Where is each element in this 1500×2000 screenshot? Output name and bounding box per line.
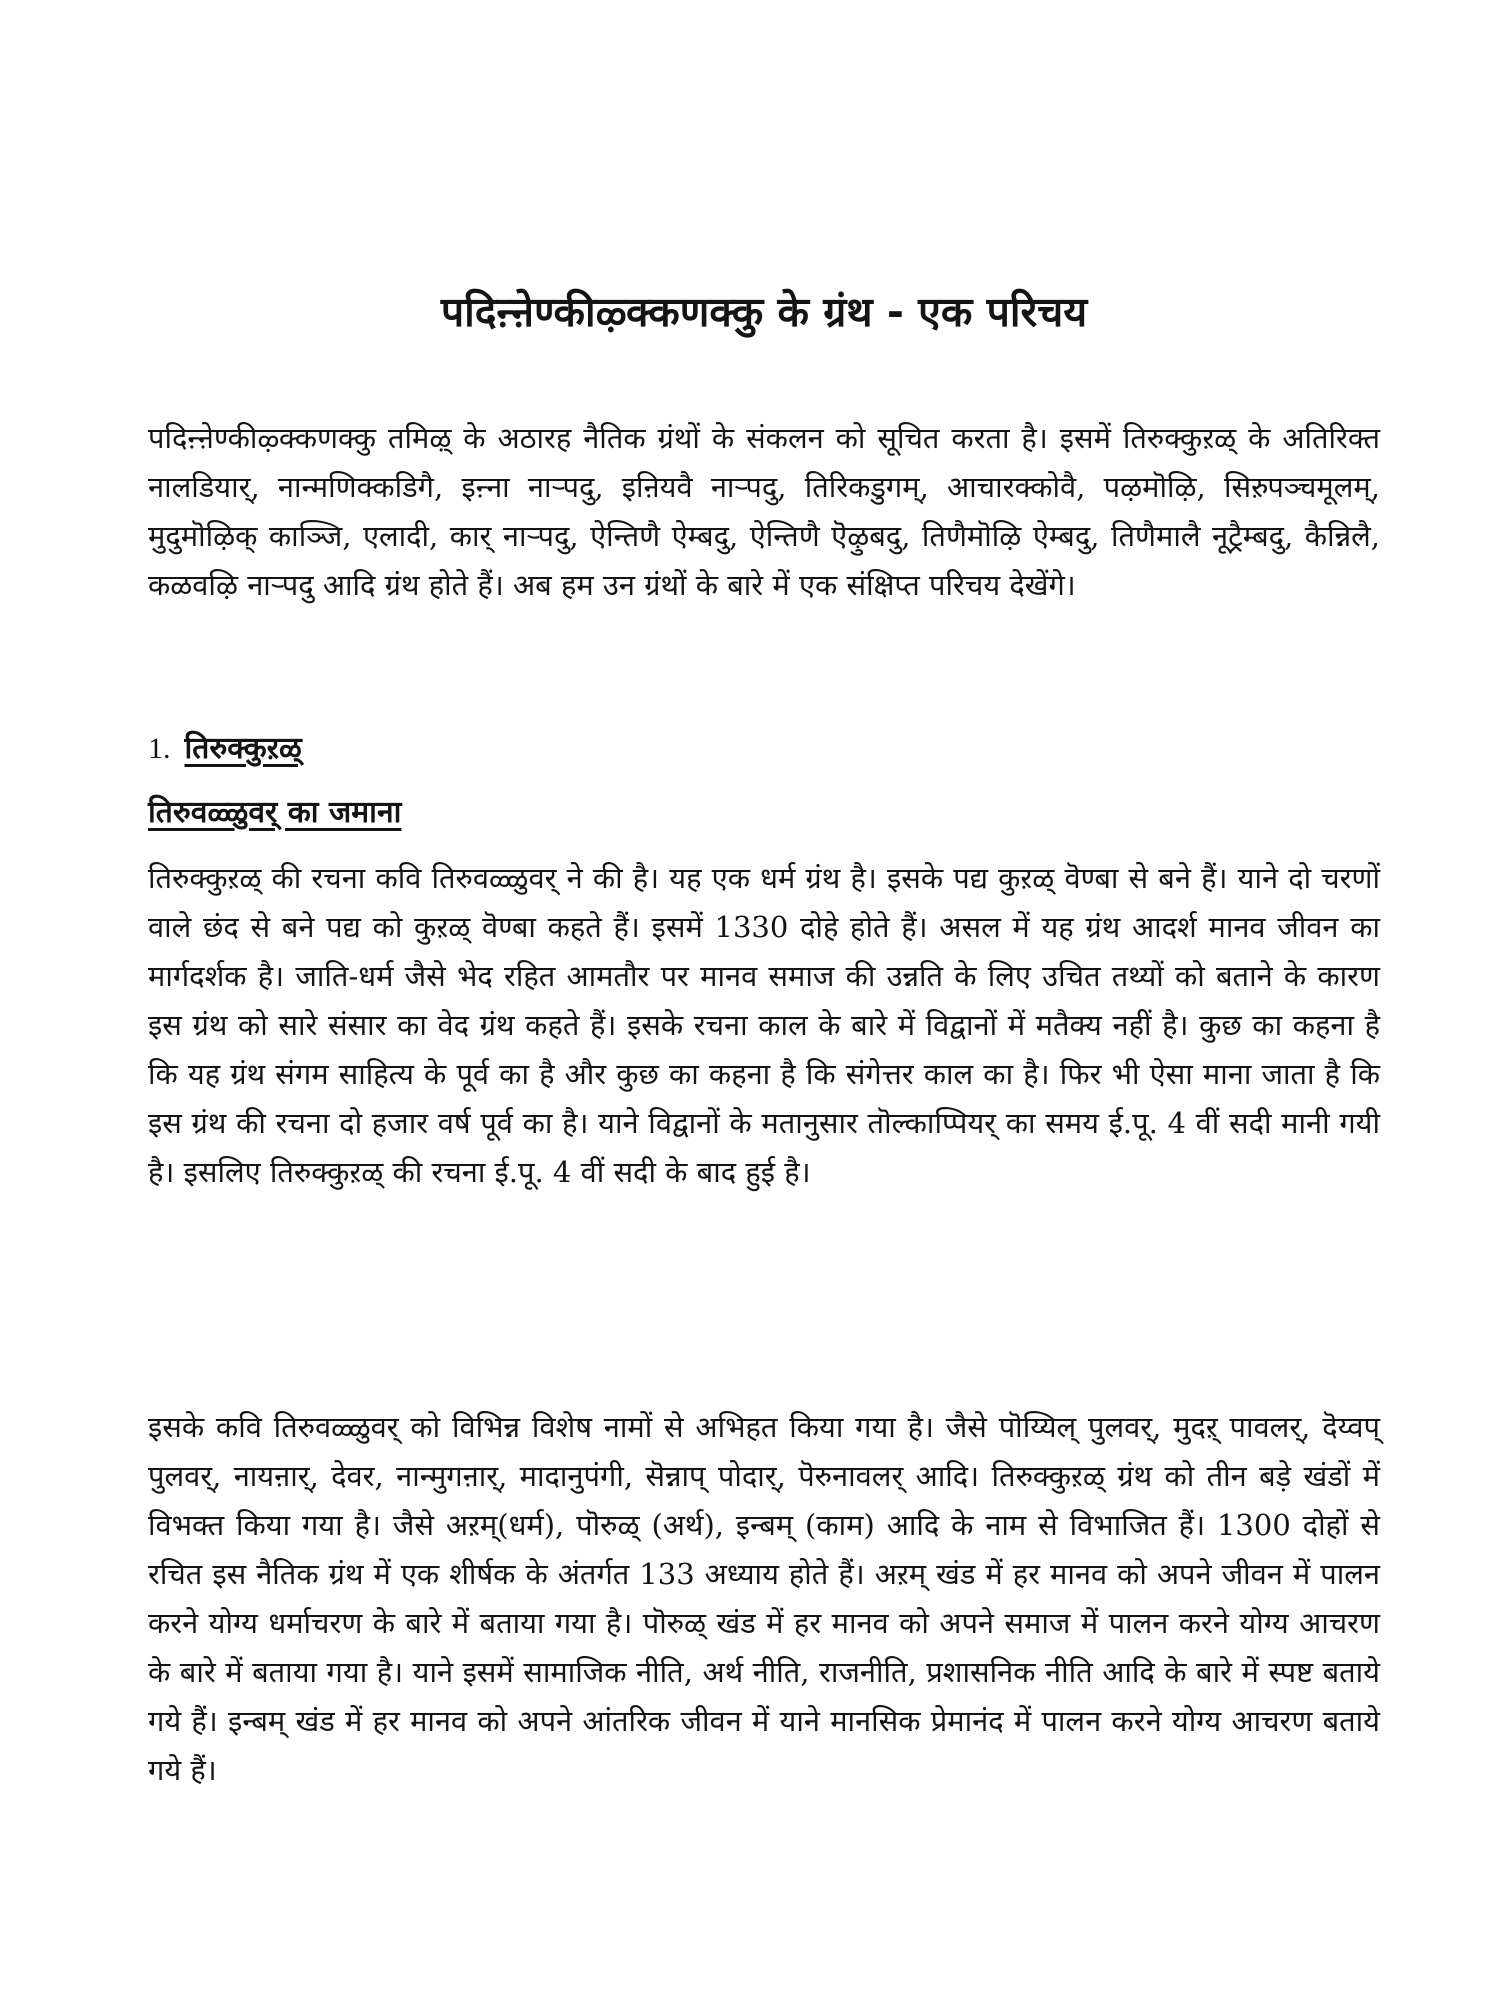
section-heading — [148, 724, 302, 774]
intro-paragraph: पदिऩ्ऩेण्कीऴ्क्कणक्कु तमिऴ् के अठारह नैतिक ग्रंथों के संकलन को सूचित करता है। इसमें तिरुक्कुऱळ् के अतिरिक्त नालडियार्, नान्मणिक्कडिगै, इऩ्ना नाऱ्पदु, इऩियवै नाऱ्पदु, तिरिकडुगम्, आचारक्कोवै, पऴमॊऴि, सिऱुपञ्चमूलम्, मुदुमॊऴिक् काञ्जि, एलादी, कार् नाऱ्पदु, ऐन्तिणै ऐम्बदु, ऐन्तिणै ऎऴुबदु, तिणैमॊऴि ऐम्बदु, तिणैमालै नूट्रैम्बदु, कैन्निलै, कळवऴि नाऱ्पदु आदि ग्रंथ होते हैं। अब हम उन ग्रंथों के बारे में एक संक्षिप्त परिचय देखेंगे। — [148, 421, 1380, 602]
section-title: तिरुक्कुऱळ् — [184, 731, 302, 766]
section-subheading: तिरुवळ्ळुवर् का जमाना — [148, 795, 402, 830]
body-paragraph-1: तिरुक्कुऱळ् की रचना कवि तिरुवळ्ळुवर् ने की है। यह एक धर्म ग्रंथ है। इसके पद्य कुऱळ् वॆण्बा से बने हैं। याने दो चरणों वाले छंद से बने पद्य को कुऱळ् वॆण्बा कहते हैं। इसमें 1330 दोहे होते हैं। असल में यह ग्रंथ आदर्श मानव जीवन का मार्गदर्शक है। जाति-धर्म जैसे भेद रहित आमतौर पर मानव समाज की उन्नति के लिए उचित तथ्यों को बताने के कारण इस ग्रंथ को सारे संसार का वेद ग्रंथ कहते हैं। इसके रचना काल के बारे में विद्वानों में मतैक्य नहीं है। कुछ का कहना है कि यह ग्रंथ संगम साहित्य के पूर्व का है और कुछ का कहना है कि संगेत्तर काल का है। फिर भी ऐसा माना जाता है कि इस ग्रंथ की रचना दो हजार वर्ष पूर्व का है। याने विद्वानों के मतानुसार तॊल्काप्पियर् का समय ई.पू. 4 वीं सदी मानी गयी है। इसलिए तिरुक्कुऱळ् की रचना ई.पू. 4 वीं सदी के बाद हुई है। — [148, 861, 1380, 1189]
section-number: 1. — [148, 732, 171, 765]
body-paragraph-2: इसके कवि तिरुवळ्ळुवर् को विभिन्न विशेष नामों से अभिहत किया गया है। जैसे पॊय्यिल् पुलवर्, मुदऱ् पावलर्, दॆय्वप् पुलवर्, नायऩार्, देवर, नान्मुगऩार्, मादानुपंगी, सॆन्नाप् पोदार्, पॆरुनावलर् आदि। तिरुक्कुऱळ् ग्रंथ को तीन बड़े खंडों में विभक्त किया गया है। जैसे अऱम्(धर्म), पॊरुळ् (अर्थ), इन्बम् (काम) आदि के नाम से विभाजित हैं। 1300 दोहों से रचित इस नैतिक ग्रंथ में एक शीर्षक के अंतर्गत 133 अध्याय होते हैं। अऱम् खंड में हर मानव को अपने जीवन में पालन करने योग्य धर्माचरण के बारे में बताया गया है। पॊरुळ् खंड में हर मानव को अपने समाज में पालन करने योग्य आचरण के बारे में बताया गया है। याने इसमें सामाजिक नीति, अर्थ नीति, राजनीति, प्रशासनिक नीति आदि के बारे में स्पष्ट बताये गये हैं। इन्बम् खंड में हर मानव को अपने आंतरिक जीवन में याने मानसिक प्रेमानंद में पालन करने योग्य आचरण बताये गये हैं। — [148, 1410, 1380, 1787]
document-page — [148, 0, 1380, 2000]
page-title: पदिऩ्ऩेण्कीऴ्क्कणक्कु के ग्रंथ - एक परिचय — [440, 288, 1088, 336]
